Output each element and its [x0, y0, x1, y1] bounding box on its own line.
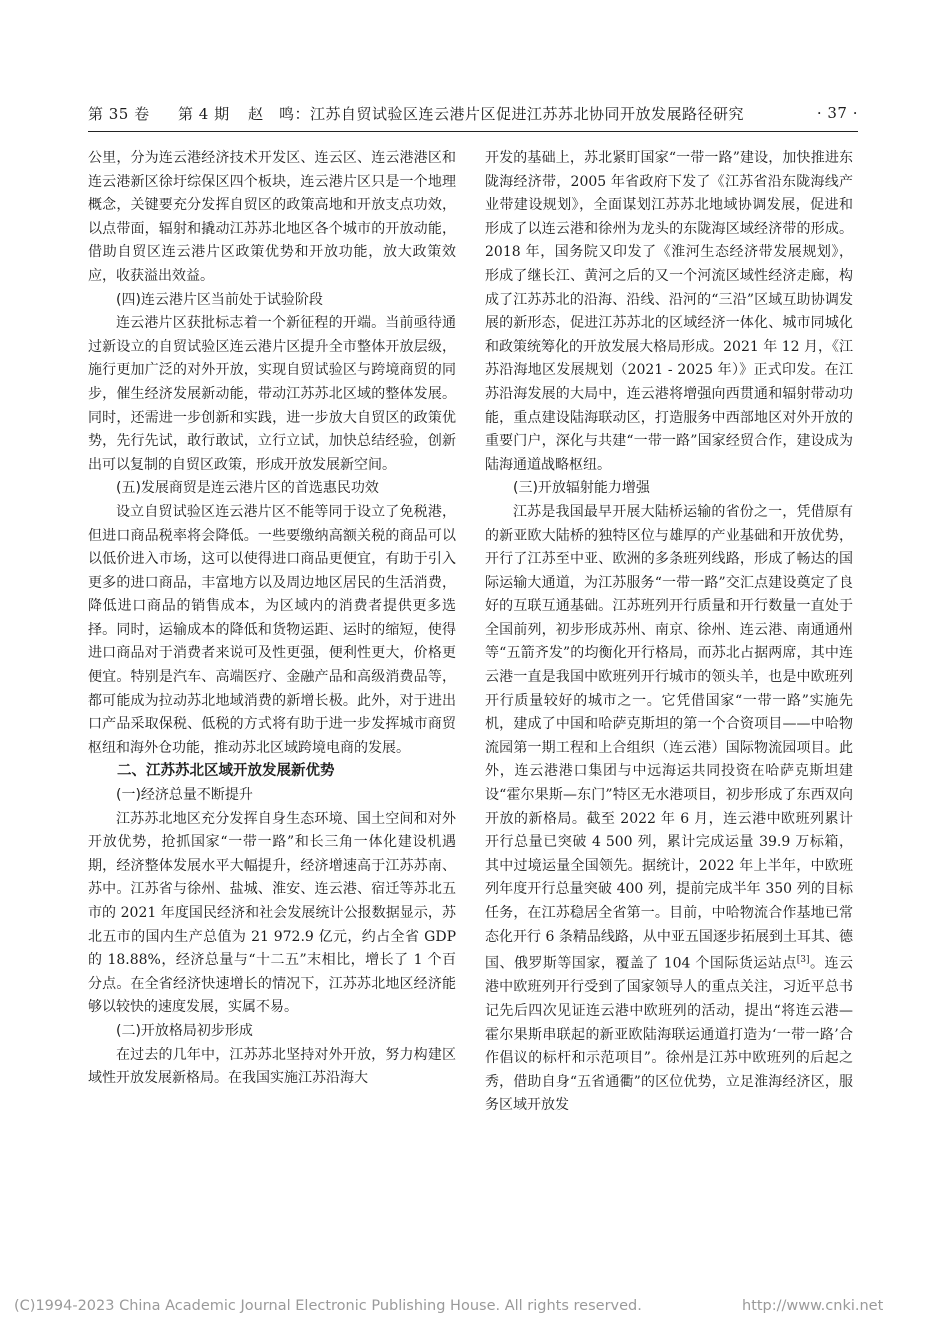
right-column: [485, 147, 853, 1118]
running-title: 赵 鸣：江苏自贸试验区连云港片区促进江苏苏北协同开放发展路径研究: [248, 104, 745, 123]
copyright-notice: (C)1994-2023 China Academic Journal Electronic Publishing House. All rights reserved.: [14, 1298, 642, 1314]
subsection-heading: (二)开放格局初步形成: [116, 1022, 253, 1039]
footer-url[interactable]: http://www.cnki.net: [742, 1298, 884, 1314]
subsection-heading: (三)开放辐射能力增强: [513, 480, 650, 497]
paragraph: 设立自贸试验区连云港片区不能等同于设立了免税港，但进口商品税率将会降低。一些要缴纳高额关税的商品可以以低价进入市场，这可以使得进口商品更便宜，有助于引入更多的进口商品，丰富地方以及周边地区居民的生活消费，降低进口商品的销售成本，为区域内的消费者提供更多选择。同时，运输成本的降低和货物运距、运时的缩短，使得进口商品对于消费者来说可及性更强，便利性更大，价格更便宜。特别是汽车、高端医疗、金融产品和高级消费品等，都可能成为拉动苏北地域消费的新增长极。此外，对于进出口产品采取保税、低税的方式将有助于进一步发挥城市商贸枢纽和海外仓功能，推动苏北区域跨境电商的发展。: [88, 503, 456, 756]
subsection-heading: (一)经济总量不断提升: [116, 787, 253, 804]
paragraph: 公里，分为连云港经济技术开发区、连云区、连云港港区和连云港新区徐圩综保区四个板块，连云港片区只是一个地理概念，关键要充分发挥自贸区的政策高地和开放支点功效，以点带面，辐射和撬动江苏苏北地区各个城市的开放动能，借助自贸区连云港片区政策优势和开放功能，放大政策效应，收获溢出效益。: [88, 150, 456, 284]
subsection-heading: (五)发展商贸是连云港片区的首选惠民功效: [116, 480, 379, 497]
paragraph: 连云港片区获批标志着一个新征程的开端。当前亟待通过新设立的自贸试验区连云港片区提升全市整体开放层级，施行更加广泛的对外开放，实现自贸试验区与跨境商贸的同步，催生经济发展新动能，带动江苏苏北区域的整体发展。同时，还需进一步创新和实践，进一步放大自贸区的政策优势，先行先试，敢行敢试，立行立试，加快总结经验，创新出可以复制的自贸区政策，形成开放发展新空间。: [88, 315, 456, 473]
paragraph-text: 。连云港中欧班列开行受到了国家领导人的重点关注，习近平总书记先后四次见证连云港中欧班列的活动，提出“将连云港—霍尔果斯串联起的新亚欧陆海联运通道打造为‘一带一路’合作倡议的标杆和示范项目”。徐州是江苏中欧班列的后起之秀，借助自身“五省通衢”的区位优势，立足淮海经济区，服务区域开放发: [485, 955, 853, 1114]
header-rule: [88, 131, 858, 132]
subsection-heading: (四)连云港片区当前处于试验阶段: [116, 291, 323, 308]
paragraph: 在过去的几年中，江苏苏北坚持对外开放，努力构建区域性开放发展新格局。在我国实施江苏沿海大: [88, 1046, 456, 1087]
page-number: · 37 ·: [816, 104, 858, 122]
paragraph: [485, 501, 853, 1118]
volume-label: 第 35 卷: [88, 104, 150, 123]
running-header: [88, 98, 858, 128]
left-column: [88, 147, 456, 1091]
paragraph: 开发的基础上，苏北紧盯国家“一带一路”建设，加快推进东陇海经济带，2005 年省政府下发了《江苏省沿东陇海线产业带建设规划》，全面谋划江苏苏北地域协调发展，促进和形成了以连云港和徐州为龙头的东陇海区域经济带的形成。2018 年，国务院又印发了《淮河生态经济带发展规划》，形成了继长江、黄河之后的又一个河流区域性经济走廊，构成了江苏苏北的沿海、沿线、沿河的“三沿”区域互助协调发展的新形态，促进江苏苏北的区域经济一体化、城市同城化和政策统筹化的开放发展大格局形成。2021 年 12 月，《江苏沿海地区发展规划（2021 - 2025 年）》正式印发。在江苏沿海发展的大局中，连云港将增强向西贯通和辐射带动功能，重点建设陆海联动区，打造服务中西部地区对外开放的重要门户，深化与共建“一带一路”国家经贸合作，建设成为陆海通道战略枢纽。: [485, 150, 853, 473]
paragraph: 江苏苏北地区充分发挥自身生态环境、国土空间和对外开放优势，抢抓国家“一带一路”和长三角一体化建设机遇期，经济整体发展水平大幅提升，经济增速高于江苏苏南、苏中。江苏省与徐州、盐城、淮安、连云港、宿迁等苏北五市的 2021 年度国民经济和社会发展统计公报数据显示，苏北五市的国内生产总值为 21 972.9 亿元，约占全省 GDP 的 18.88%，经济总量与“十二五”末相比，增长了 1 个百分点。在全省经济快速增长的情况下，江苏苏北地区经济能够以较快的速度发展，实属不易。: [88, 810, 456, 1016]
citation-ref[interactable]: [3]: [796, 955, 810, 966]
paragraph-text: 江苏是我国最早开展大陆桥运输的省份之一，凭借原有的新亚欧大陆桥的独特区位与雄厚的产业基础和开放优势，开行了江苏至中亚、欧洲的多条班列线路，形成了畅达的国际运输大通道，为江苏服务“一带一路”交汇点建设奠定了良好的互联互通基础。江苏班列开行质量和开行数量一直处于全国前列，初步形成苏州、南京、徐州、连云港、南通通州等“五箭齐发”的均衡化开行格局，而苏北占据两席，其中连云港一直是我国中欧班列开行城市的领头羊，也是中欧班列开行质量较好的城市之一。它凭借国家“一带一路”实施先机，建成了中国和哈萨克斯坦的第一个合资项目——中哈物流园第一期工程和上合组织（连云港）国际物流园项目。此外，连云港港口集团与中远海运共同投资在哈萨克斯坦建设“霍尔果斯—东门”特区无水港项目，初步形成了东西双向开放的新格局。截至 2022 年 6 月，连云港中欧班列累计开行总量已突破 4 500 列，累计完成运量 39.9 万标箱，其中过境运量全国领先。据统计，2022 年上半年，中欧班列年度开行总量突破 400 列，提前完成半年 350 列的目标任务，在江苏稳居全省第一。目前，中哈物流合作基地已常态化开行 6 条精品线路，从中亚五国逐步拓展到土耳其、德国、俄罗斯等国家，覆盖了 104 个国际货运站点: [485, 503, 853, 972]
footer: [14, 1298, 944, 1314]
section-heading: 二、江苏苏北区域开放发展新优势: [117, 763, 335, 780]
issue-label: 第 4 期: [178, 104, 230, 123]
